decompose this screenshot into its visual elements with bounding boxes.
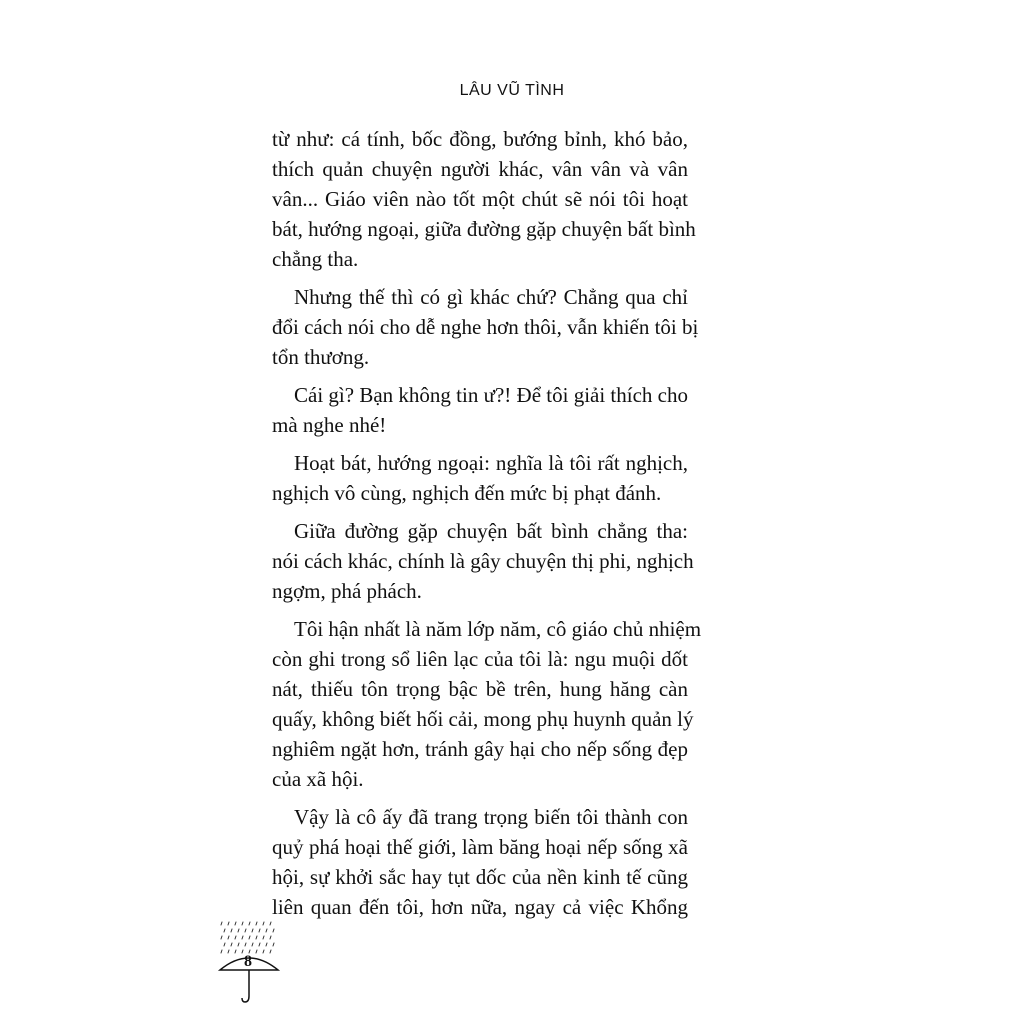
paragraph xyxy=(272,124,696,274)
raindrop xyxy=(259,943,260,946)
raindrop xyxy=(270,936,271,939)
raindrop xyxy=(235,950,236,953)
raindrop xyxy=(228,950,229,953)
text-line: liên quan đến tôi, hơn nữa, ngay cả việc Khổng xyxy=(272,895,688,919)
text-line: mà nghe nhé! xyxy=(272,413,387,437)
text-line: Tôi hận nhất là năm lớp năm, cô giáo chủ nhiệm xyxy=(294,617,702,641)
text-line: từ như: cá tính, bốc đồng, bướng bỉnh, khó bảo, xyxy=(272,127,688,151)
text-line: Vậy là cô ấy đã trang trọng biến tôi thành con xyxy=(294,805,688,829)
text-line: Nhưng thế thì có gì khác chứ? Chẳng qua chỉ xyxy=(294,285,688,309)
paragraph xyxy=(272,380,688,440)
raindrop xyxy=(224,929,225,932)
raindrop xyxy=(266,929,267,932)
paragraph xyxy=(272,282,699,372)
paragraph xyxy=(272,802,688,922)
raindrop xyxy=(221,936,222,939)
raindrop xyxy=(270,950,271,953)
raindrop xyxy=(273,943,274,946)
text-line: Cái gì? Bạn không tin ư?! Để tôi giải thích cho xyxy=(294,383,688,407)
text-line: còn ghi trong sổ liên lạc của tôi là: ngu muội dốt xyxy=(272,647,688,671)
text-line: chẳng tha. xyxy=(272,247,359,271)
raindrop xyxy=(270,922,271,925)
text-line: quỷ phá hoại thế giới, làm băng hoại nếp sống xã xyxy=(272,835,688,859)
raindrop xyxy=(235,936,236,939)
text-line: của xã hội. xyxy=(272,767,364,791)
raindrop xyxy=(266,943,267,946)
text-line: vân... Giáo viên nào tốt một chút sẽ nói tôi hoạt xyxy=(272,187,688,211)
raindrop xyxy=(242,922,243,925)
text-line: bát, hướng ngoại, giữa đường gặp chuyện bất bình xyxy=(272,217,696,241)
text-line: nghiêm ngặt hơn, tránh gây hại cho nếp sống đẹp xyxy=(272,737,688,761)
page-number: 8 xyxy=(244,953,252,970)
raindrop xyxy=(221,922,222,925)
raindrop xyxy=(256,922,257,925)
raindrop xyxy=(263,950,264,953)
raindrop xyxy=(228,936,229,939)
raindrop xyxy=(224,943,225,946)
raindrop xyxy=(259,929,260,932)
raindrop xyxy=(249,936,250,939)
text-line: hội, sự khởi sắc hay tụt dốc của nền kinh tế cũng xyxy=(272,865,688,889)
text-line: nghịch vô cùng, nghịch đến mức bị phạt đánh. xyxy=(272,481,662,505)
text-line: nát, thiếu tôn trọng bậc bề trên, hung hăng càn xyxy=(272,677,688,701)
raindrop xyxy=(249,922,250,925)
raindrop xyxy=(242,936,243,939)
raindrop xyxy=(231,943,232,946)
raindrop xyxy=(245,943,246,946)
raindrop xyxy=(263,936,264,939)
paragraph xyxy=(272,614,702,794)
text-line: ngợm, phá phách. xyxy=(272,579,422,603)
raindrop xyxy=(238,943,239,946)
raindrop xyxy=(221,950,222,953)
text-line: Giữa đường gặp chuyện bất bình chẳng tha: xyxy=(294,519,688,543)
text-line: Hoạt bát, hướng ngoại: nghĩa là tôi rất nghịch, xyxy=(294,451,688,475)
raindrop xyxy=(238,929,239,932)
text-line: tổn thương. xyxy=(272,345,370,369)
text-line: thích quản chuyện người khác, vân vân và vân xyxy=(272,157,688,181)
raindrop xyxy=(231,929,232,932)
paragraph xyxy=(272,448,688,508)
text-line: nói cách khác, chính là gây chuyện thị phi, nghịch xyxy=(272,549,694,573)
raindrop xyxy=(273,929,274,932)
paragraph xyxy=(272,516,694,606)
raindrop xyxy=(252,929,253,932)
raindrop xyxy=(256,950,257,953)
text-line: quấy, không biết hối cải, mong phụ huynh quản lý xyxy=(272,707,694,731)
raindrop xyxy=(228,922,229,925)
raindrop xyxy=(245,929,246,932)
raindrop xyxy=(252,943,253,946)
body-text xyxy=(272,124,702,930)
raindrop xyxy=(256,936,257,939)
text-line: đổi cách nói cho dễ nghe hơn thôi, vẫn khiến tôi bị xyxy=(272,315,699,339)
running-header: LÂU VŨ TÌNH xyxy=(459,82,565,99)
raindrop xyxy=(263,922,264,925)
raindrop xyxy=(235,922,236,925)
